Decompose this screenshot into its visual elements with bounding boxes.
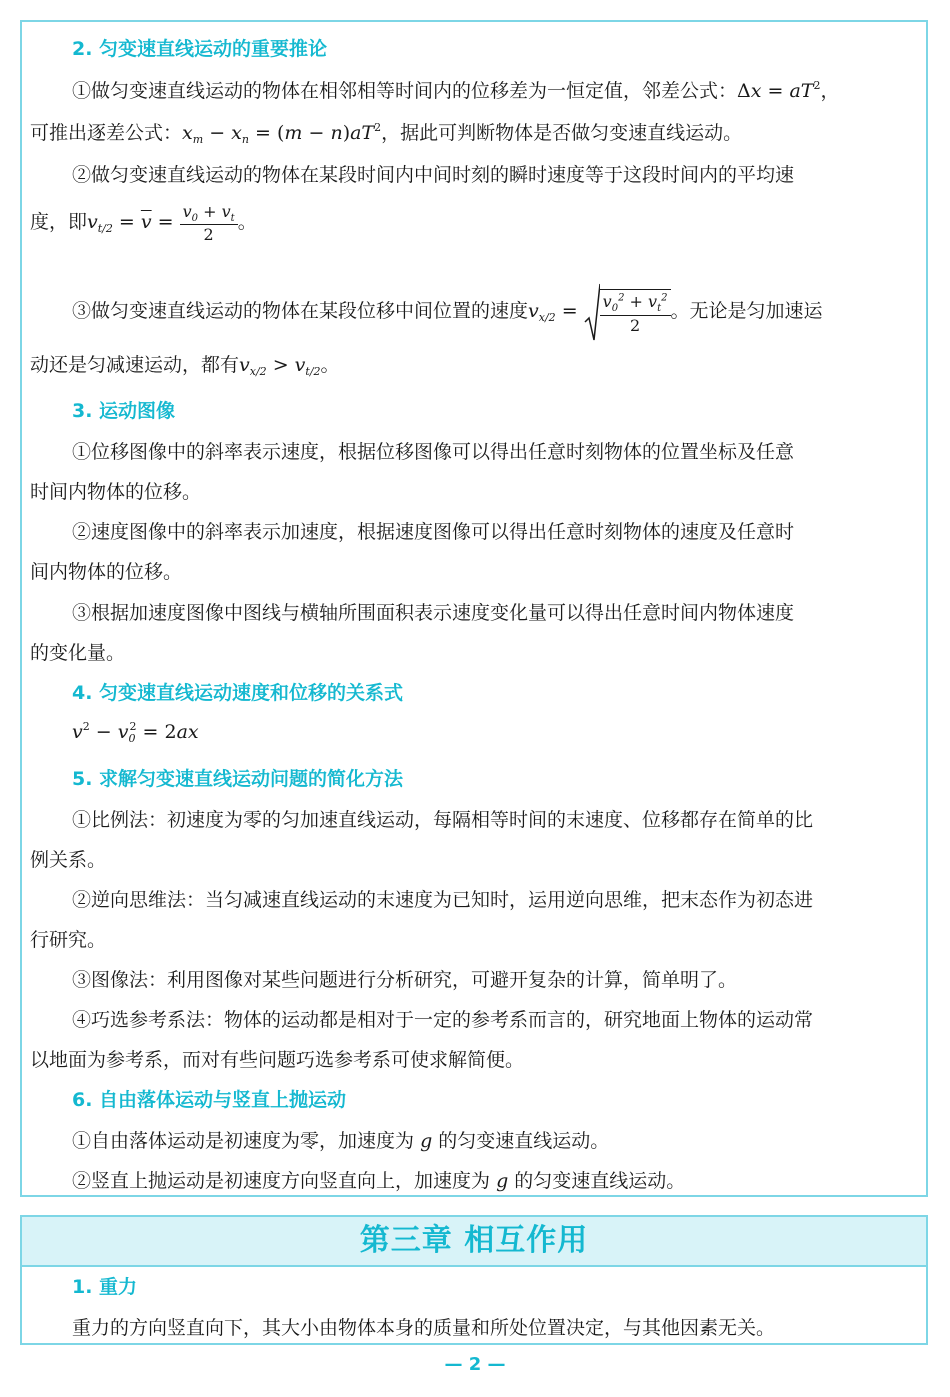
chapter-title: 第三章 相互作用 xyxy=(22,1217,926,1267)
formula-mid-position: $v_{x/2}$ = $\frac{v_0^2 + v_t^2}{2}$ xyxy=(528,300,670,322)
sec2-p2b: 度，即$v_{t/2} = \overline{v}$ = $\frac{v_0 + v_t}{2}$ 。 xyxy=(30,202,257,245)
heading-sec5: 5. 求解匀变速直线运动问题的简化方法 xyxy=(72,768,404,790)
heading-sec2: 2. 匀变速直线运动的重要推论 xyxy=(72,38,328,60)
formula-v-x: $v^2 - v_0^2 = 2ax$ xyxy=(72,720,199,745)
sec3-p2b: 间内物体的位移。 xyxy=(30,561,183,583)
sec5-p2a: ②逆向思维法：当匀减速直线运动的末速度为已知时，运用逆向思维，把末态作为初态进 xyxy=(72,889,814,911)
page-number: — 2 — xyxy=(444,1354,506,1375)
sec3-p1a: ①位移图像中的斜率表示速度，根据位移图像可以得出任意时刻物体的位置坐标及任意 xyxy=(72,441,795,463)
sec3-p1b: 时间内物体的位移。 xyxy=(30,481,202,503)
heading-gravity: 1. 重力 xyxy=(72,1276,138,1298)
formula-compare: $v_{x/2} > v_{t/2}$。 xyxy=(239,354,340,378)
sec3-p3b: 的变化量。 xyxy=(30,642,126,664)
sec2-p2a: ②做匀变速直线运动的物体在某段时间内中间时刻的瞬时速度等于这段时间内的平均速 xyxy=(72,164,795,186)
formula-mid-time: $v_{t/2} = \overline{v}$ = $\frac{v_0 + v_t}{2}$ 。 xyxy=(87,202,257,245)
gravity-text: 重力的方向竖直向下，其大小由物体本身的质量和所处位置决定，与其他因素无关。 xyxy=(72,1317,776,1339)
sec5-p2b: 行研究。 xyxy=(30,929,107,951)
heading-sec4: 4. 匀变速直线运动速度和位移的关系式 xyxy=(72,682,404,704)
sec6-p1: ①自由落体运动是初速度为零，加速度为 g 的匀变速直线运动。 xyxy=(72,1130,610,1152)
sec2-p1a: ①做匀变速直线运动的物体在相邻相等时间内的位移差为一恒定值，邻差公式：$\Delta x = aT^2$， xyxy=(72,79,840,102)
formula-zhucha: $x_m - x_n = (m - n)aT^2$ xyxy=(182,121,382,146)
sec5-p1a: ①比例法：初速度为零的匀加速直线运动，每隔相等时间的末速度、位移都存在简单的比 xyxy=(72,809,814,831)
sec2-p1b: 可推出逐差公式：$x_m - x_n = (m - n)aT^2$，据此可判断物体是否做匀变速直线运动。 xyxy=(30,121,743,146)
sec5-p4b: 以地面为参考系，而对有些问题巧选参考系可使求解简便。 xyxy=(30,1049,525,1071)
heading-sec6: 6. 自由落体运动与竖直上抛运动 xyxy=(72,1089,347,1111)
sec5-p4a: ④巧选参考系法：物体的运动都是相对于一定的参考系而言的，研究地面上物体的运动常 xyxy=(72,1009,814,1031)
sec3-p3a: ③根据加速度图像中图线与横轴所围面积表示速度变化量可以得出任意时间内物体速度 xyxy=(72,602,795,624)
sqrt-icon xyxy=(584,282,600,342)
sec6-p2: ②竖直上抛运动是初速度方向竖直向上，加速度为 g 的匀变速直线运动。 xyxy=(72,1170,686,1192)
heading-sec3: 3. 运动图像 xyxy=(72,400,176,422)
sec2-p3a: ③做匀变速直线运动的物体在某段位移中间位置的速度$v_{x/2}$ = $\frac{v_0^2 + v_t^2}{2}$ 。无论是匀加速运 xyxy=(72,282,950,342)
sec5-p3: ③图像法：利用图像对某些问题进行分析研究，可避开复杂的计算，简单明了。 xyxy=(72,969,738,991)
sec3-p2a: ②速度图像中的斜率表示加速度，根据速度图像可以得出任意时刻物体的速度及任意时 xyxy=(72,521,795,543)
sec2-p3b: 动还是匀减速运动，都有$v_{x/2} > v_{t/2}$。 xyxy=(30,354,340,378)
formula-delta-x: $\Delta x = aT^2$， xyxy=(737,79,840,102)
sec5-p1b: 例关系。 xyxy=(30,849,107,871)
